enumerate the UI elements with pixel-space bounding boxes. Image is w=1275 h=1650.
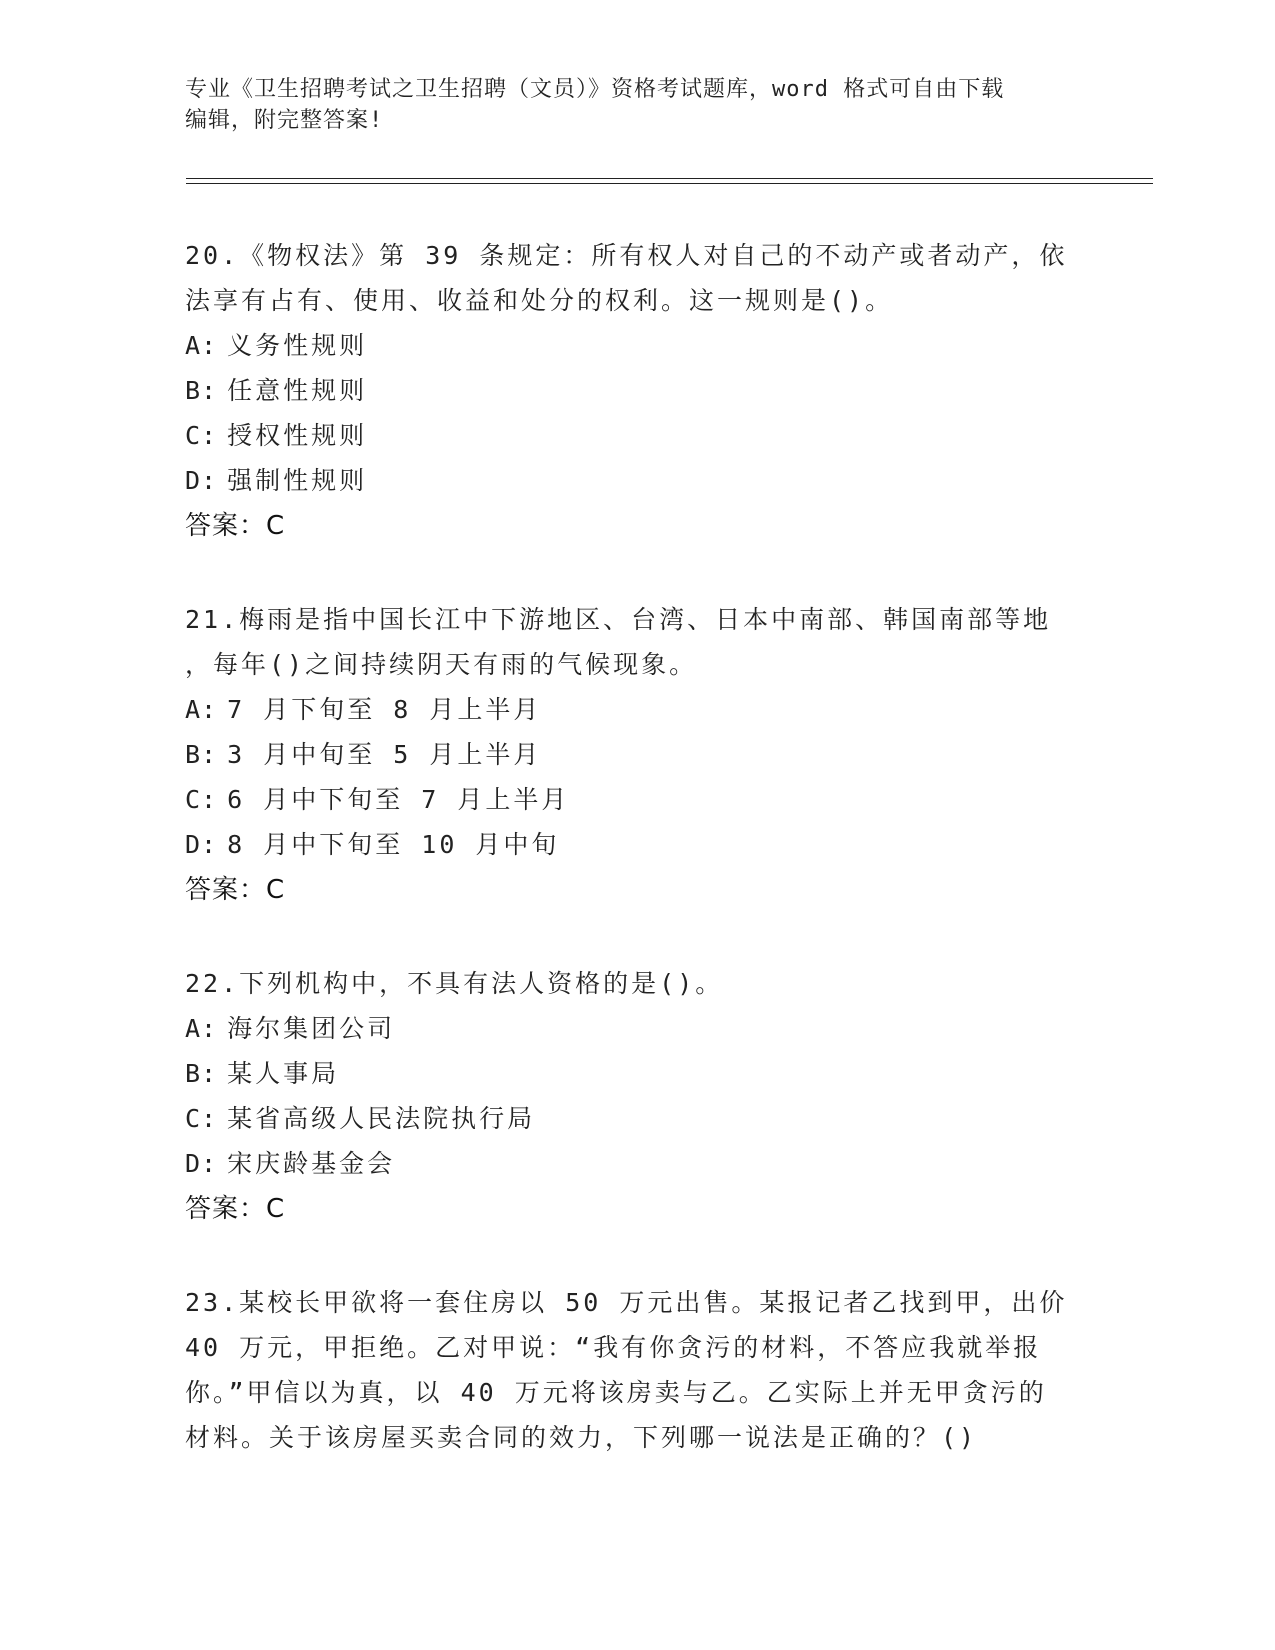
answer-line: 答案：C [185,875,286,905]
option-key: B: [185,740,218,769]
option-key: A: [185,695,218,724]
option-d [185,458,1085,503]
option-text: 宋庆龄基金会 [227,1149,396,1178]
answer-line: 答案：C [185,1194,286,1224]
option-key: B: [185,376,218,405]
question-text-line: 法享有占有、使用、收益和处分的权利。这一规则是()。 [185,286,894,315]
option-a [185,323,1085,368]
question-23 [185,1280,1085,1460]
option-b [185,732,1085,777]
question-20 [185,233,1085,549]
header-line-2: 编辑，附完整答案! [185,108,384,133]
option-text: 某人事局 [227,1059,340,1088]
question-text-line: 材料。关于该房屋买卖合同的效力，下列哪一说法是正确的？() [185,1423,978,1452]
option-a [185,687,1085,732]
option-text: 强制性规则 [227,466,368,495]
option-d [185,1141,1085,1186]
option-key: D: [185,830,218,859]
option-key: C: [185,785,218,814]
question-text-line: 20.《物权法》第 39 条规定：所有权人对自己的不动产或者动产，依 [185,241,1068,270]
option-key: A: [185,331,218,360]
question-text-line: 21.梅雨是指中国长江中下游地区、台湾、日本中南部、韩国南部等地 [185,605,1052,634]
option-text: 3 月中旬至 5 月上半月 [227,740,542,769]
option-d [185,822,1085,867]
option-key: B: [185,1059,218,1088]
option-key: C: [185,1104,218,1133]
option-b [185,1051,1085,1096]
question-22 [185,961,1085,1232]
option-text: 6 月中下旬至 7 月上半月 [227,785,570,814]
option-key: D: [185,466,218,495]
document-header [185,74,1085,136]
header-line-1: 专业《卫生招聘考试之卫生招聘（文员）》资格考试题库，word 格式可自由下载 [185,77,1005,102]
option-text: 海尔集团公司 [227,1014,396,1043]
option-c [185,777,1085,822]
option-text: 任意性规则 [227,376,368,405]
answer-line: 答案：C [185,511,286,541]
option-text: 7 月下旬至 8 月上半月 [227,695,542,724]
option-key: D: [185,1149,218,1178]
option-text: 授权性规则 [227,421,368,450]
option-a [185,1006,1085,1051]
header-divider-bottom [186,183,1153,184]
option-key: A: [185,1014,218,1043]
question-text-line: 23.某校长甲欲将一套住房以 50 万元出售。某报记者乙找到甲，出价 [185,1288,1068,1317]
option-text: 某省高级人民法院执行局 [227,1104,536,1133]
option-b [185,368,1085,413]
question-21 [185,597,1085,913]
option-key: C: [185,421,218,450]
option-c [185,413,1085,458]
question-text-line: 你。”甲信以为真，以 40 万元将该房卖与乙。乙实际上并无甲贪污的 [185,1378,1047,1407]
option-c [185,1096,1085,1141]
option-text: 义务性规则 [227,331,368,360]
question-text-line: ，每年()之间持续阴天有雨的气候现象。 [185,650,698,679]
question-text-line: 40 万元，甲拒绝。乙对甲说：“我有你贪污的材料，不答应我就举报 [185,1333,1042,1362]
header-divider-top [186,178,1153,179]
option-text: 8 月中下旬至 10 月中旬 [227,830,560,859]
question-text-line: 22.下列机构中，不具有法人资格的是()。 [185,969,724,998]
